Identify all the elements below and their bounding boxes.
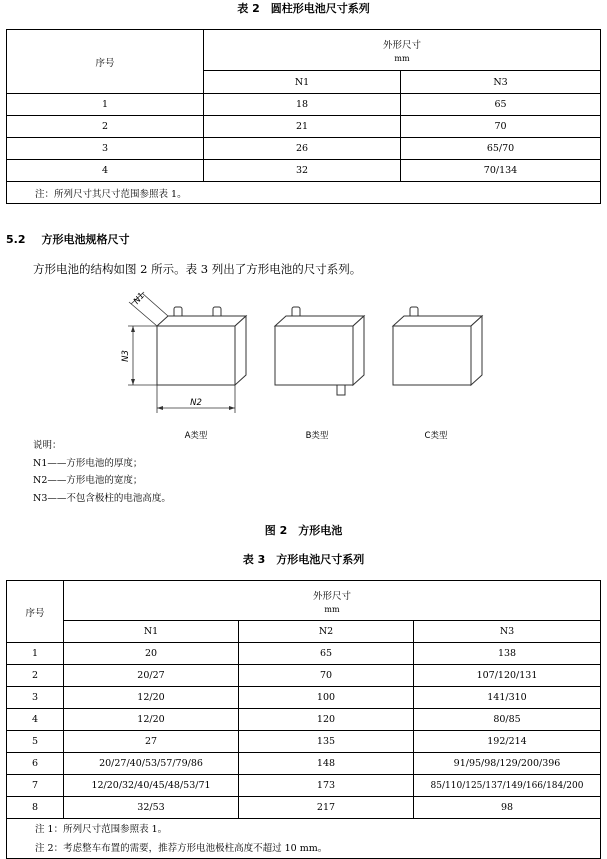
cell-seq: 8 (7, 797, 64, 819)
battery-type-a-drawing (157, 307, 246, 385)
table-row (7, 687, 601, 709)
table3-header-seq: 序号 (7, 581, 64, 643)
cell-n3: 80/85 (414, 709, 601, 731)
cell-n3: 138 (414, 643, 601, 665)
cell-n3: 65/70 (401, 138, 601, 160)
table3-note-1: 注 1：所列尺寸范围参照表 1。 (35, 823, 168, 835)
cell-n1: 12/20/32/40/45/48/53/71 (64, 775, 239, 797)
legend-item: N2——方形电池的宽度； (33, 475, 143, 486)
table3-notes (7, 819, 601, 859)
cell-n3: 98 (414, 797, 601, 819)
cell-n3: 85/110/125/137/149/166/184/200 (414, 775, 601, 797)
cell-n1: 18 (204, 94, 401, 116)
dim-n1-label: N1 (131, 290, 148, 307)
cell-seq: 2 (7, 116, 204, 138)
cell-n2: 173 (239, 775, 414, 797)
table-row (7, 665, 601, 687)
cell-seq: 1 (7, 94, 204, 116)
section-number: 5.2 (6, 233, 26, 246)
table-row (7, 775, 601, 797)
battery-figure (0, 280, 607, 445)
cell-n1: 20/27 (64, 665, 239, 687)
section-heading (6, 231, 130, 247)
cell-n3: 65 (401, 94, 601, 116)
figure-caption: 图 2 方形电池 (264, 524, 343, 537)
cell-n3: 91/95/98/129/200/396 (414, 753, 601, 775)
cell-n3: 141/310 (414, 687, 601, 709)
table3-header-dimensions: 外形尺寸 mm (64, 581, 601, 621)
dim-n3-label: N3 (121, 350, 131, 362)
table-row (7, 160, 601, 182)
table-row (7, 731, 601, 753)
legend-title: 说明： (33, 440, 62, 451)
cell-seq: 5 (7, 731, 64, 753)
cell-n1: 26 (204, 138, 401, 160)
cell-n1: 20 (64, 643, 239, 665)
cell-n2: 120 (239, 709, 414, 731)
table3-header-n2: N2 (239, 621, 414, 643)
section-title: 方形电池规格尺寸 (41, 233, 130, 246)
type-b-label: B类型 (305, 431, 329, 441)
cell-seq: 6 (7, 753, 64, 775)
cell-seq: 1 (7, 643, 64, 665)
cell-n2: 135 (239, 731, 414, 753)
cell-n2: 148 (239, 753, 414, 775)
table2-header-n3: N3 (401, 71, 601, 94)
battery-type-c-drawing (393, 307, 482, 385)
section-paragraph: 方形电池的结构如图 2 所示。表 3 列出了方形电池的尺寸系列。 (33, 262, 362, 276)
table3-note-2: 注 2：考虑整车布置的需要，推荐方形电池极柱高度不超过 10 mm。 (35, 842, 328, 854)
type-a-label: A类型 (184, 431, 208, 441)
cell-n3: 70 (401, 116, 601, 138)
legend-item: N1——方形电池的厚度； (33, 457, 143, 469)
cell-n2: 65 (239, 643, 414, 665)
cell-seq: 3 (7, 138, 204, 160)
cell-seq: 7 (7, 775, 64, 797)
table2-header-n1: N1 (204, 71, 401, 94)
type-c-label: C类型 (424, 431, 448, 441)
table-row (7, 138, 601, 160)
table-row (7, 797, 601, 819)
dim-n2-label: N2 (190, 398, 202, 408)
table2-header-seq: 序号 (7, 30, 204, 94)
cell-n2: 217 (239, 797, 414, 819)
table2-note: 注：所列尺寸其尺寸范围参照表 1。 (7, 182, 601, 204)
cell-seq: 3 (7, 687, 64, 709)
table3-header-n1: N1 (64, 621, 239, 643)
cell-n1: 12/20 (64, 687, 239, 709)
cell-n1: 20/27/40/53/57/79/86 (64, 753, 239, 775)
table-row (7, 753, 601, 775)
table2-header-dimensions: 外形尺寸 mm (204, 30, 601, 71)
cell-n3: 70/134 (401, 160, 601, 182)
battery-type-b-drawing (275, 307, 364, 395)
cell-seq: 2 (7, 665, 64, 687)
table-row (7, 116, 601, 138)
table3-header-n3: N3 (414, 621, 601, 643)
table-row (7, 709, 601, 731)
table-row (7, 643, 601, 665)
legend-item: N3——不包含极柱的电池高度。 (33, 492, 171, 504)
table2 (6, 29, 601, 204)
table-row (7, 94, 601, 116)
cell-n1: 12/20 (64, 709, 239, 731)
cell-n1: 32 (204, 160, 401, 182)
cell-n3: 192/214 (414, 731, 601, 753)
table3-title: 表 3 方形电池尺寸系列 (242, 553, 365, 566)
table2-title: 表 2 圆柱形电池尺寸系列 (237, 2, 370, 15)
figure-legend (33, 437, 171, 507)
cell-n1: 32/53 (64, 797, 239, 819)
cell-n1: 27 (64, 731, 239, 753)
cell-seq: 4 (7, 709, 64, 731)
cell-seq: 4 (7, 160, 204, 182)
cell-n3: 107/120/131 (414, 665, 601, 687)
table3 (6, 580, 601, 859)
cell-n2: 70 (239, 665, 414, 687)
cell-n2: 100 (239, 687, 414, 709)
cell-n1: 21 (204, 116, 401, 138)
